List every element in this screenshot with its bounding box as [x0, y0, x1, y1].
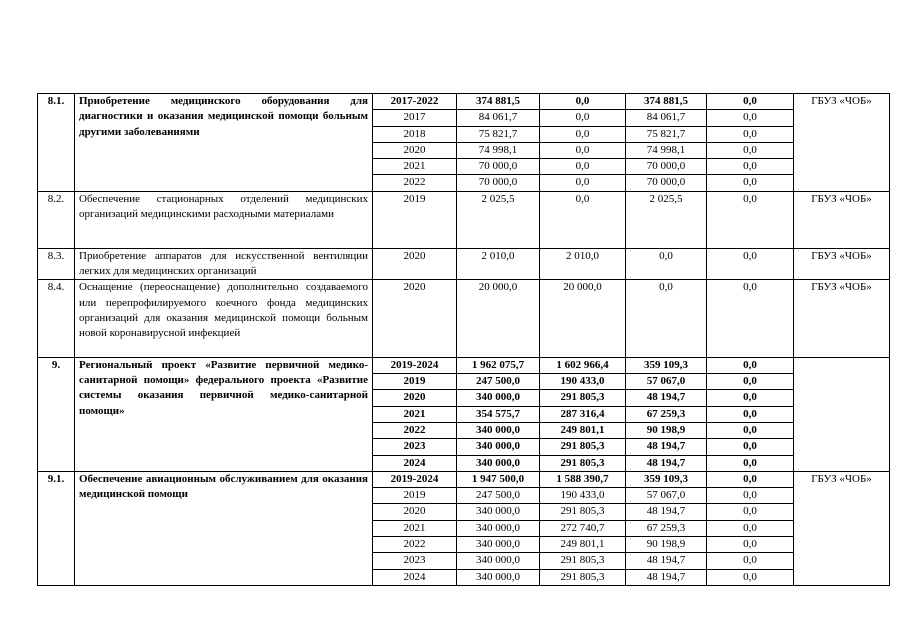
federal-cell: 272 740,7	[540, 520, 626, 536]
total-cell: 20 000,0	[457, 280, 540, 358]
other-cell: 0,0	[707, 357, 794, 373]
period-cell: 2020	[373, 248, 457, 280]
total-cell: 70 000,0	[457, 159, 540, 175]
federal-cell: 1 588 390,7	[540, 471, 626, 487]
period-cell: 2022	[373, 537, 457, 553]
item-description: Обеспечение авиационным обслуживанием для оказания медицинской помощи	[75, 471, 373, 585]
executor-cell: ГБУЗ «ЧОБ»	[794, 280, 890, 358]
item-description: Оснащение (переоснащение) дополнительно создаваемого или перепрофилируемого коечного фонда медицинских организаций для оказания медицинской помощи больным новой коронавирусной инфекцией	[75, 280, 373, 358]
item-description: Региональный проект «Развитие первичной медико-санитарной помощи» федерального проекта «Развитие системы оказания первичной медико-санитарной помощи»	[75, 357, 373, 471]
regional-cell: 90 198,9	[626, 537, 707, 553]
table-row	[38, 191, 890, 248]
federal-cell: 249 801,1	[540, 537, 626, 553]
other-cell: 0,0	[707, 553, 794, 569]
item-number: 8.4.	[38, 280, 75, 358]
regional-cell: 48 194,7	[626, 569, 707, 585]
period-cell: 2019	[373, 374, 457, 390]
table-row	[38, 248, 890, 280]
item-description: Обеспечение стационарных отделений медицинских организаций медицинскими расходными материалами	[75, 191, 373, 248]
other-cell: 0,0	[707, 142, 794, 158]
period-cell: 2020	[373, 142, 457, 158]
other-cell: 0,0	[707, 537, 794, 553]
regional-cell: 67 259,3	[626, 406, 707, 422]
total-cell: 2 025,5	[457, 191, 540, 248]
other-cell: 0,0	[707, 159, 794, 175]
total-cell: 340 000,0	[457, 390, 540, 406]
federal-cell: 291 805,3	[540, 569, 626, 585]
regional-cell: 48 194,7	[626, 504, 707, 520]
total-cell: 340 000,0	[457, 520, 540, 536]
total-cell: 2 010,0	[457, 248, 540, 280]
period-cell: 2018	[373, 126, 457, 142]
other-cell: 0,0	[707, 390, 794, 406]
period-cell: 2021	[373, 406, 457, 422]
period-cell: 2024	[373, 455, 457, 471]
regional-cell: 57 067,0	[626, 488, 707, 504]
total-cell: 247 500,0	[457, 488, 540, 504]
regional-cell: 57 067,0	[626, 374, 707, 390]
regional-cell: 90 198,9	[626, 422, 707, 438]
budget-table	[37, 93, 890, 586]
federal-cell: 291 805,3	[540, 504, 626, 520]
federal-cell: 291 805,3	[540, 455, 626, 471]
table-row	[38, 94, 890, 110]
federal-cell: 0,0	[540, 94, 626, 110]
federal-cell: 0,0	[540, 191, 626, 248]
other-cell: 0,0	[707, 248, 794, 280]
regional-cell: 70 000,0	[626, 159, 707, 175]
federal-cell: 287 316,4	[540, 406, 626, 422]
total-cell: 1 947 500,0	[457, 471, 540, 487]
other-cell: 0,0	[707, 488, 794, 504]
total-cell: 70 000,0	[457, 175, 540, 191]
federal-cell: 0,0	[540, 159, 626, 175]
regional-cell: 84 061,7	[626, 110, 707, 126]
period-cell: 2017	[373, 110, 457, 126]
other-cell: 0,0	[707, 110, 794, 126]
total-cell: 340 000,0	[457, 422, 540, 438]
total-cell: 340 000,0	[457, 504, 540, 520]
table-row	[38, 471, 890, 487]
total-cell: 74 998,1	[457, 142, 540, 158]
item-number: 8.1.	[38, 94, 75, 192]
table-row	[38, 280, 890, 358]
table-body	[38, 94, 890, 586]
period-cell: 2024	[373, 569, 457, 585]
regional-cell: 374 881,5	[626, 94, 707, 110]
federal-cell: 291 805,3	[540, 439, 626, 455]
federal-cell: 0,0	[540, 110, 626, 126]
total-cell: 340 000,0	[457, 439, 540, 455]
other-cell: 0,0	[707, 191, 794, 248]
federal-cell: 190 433,0	[540, 374, 626, 390]
executor-cell: ГБУЗ «ЧОБ»	[794, 191, 890, 248]
regional-cell: 70 000,0	[626, 175, 707, 191]
period-cell: 2019	[373, 488, 457, 504]
executor-cell	[794, 357, 890, 471]
period-cell: 2020	[373, 280, 457, 358]
period-cell: 2020	[373, 390, 457, 406]
period-cell: 2023	[373, 439, 457, 455]
total-cell: 340 000,0	[457, 537, 540, 553]
regional-cell: 0,0	[626, 280, 707, 358]
federal-cell: 2 010,0	[540, 248, 626, 280]
item-number: 8.3.	[38, 248, 75, 280]
period-cell: 2021	[373, 520, 457, 536]
federal-cell: 249 801,1	[540, 422, 626, 438]
item-description: Приобретение медицинского оборудования для диагностики и оказания медицинской помощи больным другими заболеваниями	[75, 94, 373, 192]
period-cell: 2019	[373, 191, 457, 248]
regional-cell: 359 109,3	[626, 357, 707, 373]
regional-cell: 48 194,7	[626, 439, 707, 455]
period-cell: 2023	[373, 553, 457, 569]
period-cell: 2021	[373, 159, 457, 175]
regional-cell: 48 194,7	[626, 390, 707, 406]
federal-cell: 291 805,3	[540, 553, 626, 569]
other-cell: 0,0	[707, 439, 794, 455]
total-cell: 1 962 075,7	[457, 357, 540, 373]
other-cell: 0,0	[707, 406, 794, 422]
federal-cell: 190 433,0	[540, 488, 626, 504]
other-cell: 0,0	[707, 422, 794, 438]
other-cell: 0,0	[707, 520, 794, 536]
other-cell: 0,0	[707, 569, 794, 585]
table-row	[38, 357, 890, 373]
other-cell: 0,0	[707, 280, 794, 358]
period-cell: 2019-2024	[373, 357, 457, 373]
federal-cell: 0,0	[540, 175, 626, 191]
federal-cell: 1 602 966,4	[540, 357, 626, 373]
other-cell: 0,0	[707, 455, 794, 471]
total-cell: 340 000,0	[457, 553, 540, 569]
regional-cell: 75 821,7	[626, 126, 707, 142]
total-cell: 340 000,0	[457, 455, 540, 471]
other-cell: 0,0	[707, 126, 794, 142]
item-number: 9.	[38, 357, 75, 471]
period-cell: 2020	[373, 504, 457, 520]
federal-cell: 0,0	[540, 142, 626, 158]
regional-cell: 0,0	[626, 248, 707, 280]
item-description: Приобретение аппаратов для искусственной вентиляции легких для медицинских организаций	[75, 248, 373, 280]
total-cell: 247 500,0	[457, 374, 540, 390]
period-cell: 2017-2022	[373, 94, 457, 110]
regional-cell: 48 194,7	[626, 455, 707, 471]
total-cell: 84 061,7	[457, 110, 540, 126]
item-number: 9.1.	[38, 471, 75, 585]
federal-cell: 291 805,3	[540, 390, 626, 406]
federal-cell: 0,0	[540, 126, 626, 142]
regional-cell: 48 194,7	[626, 553, 707, 569]
period-cell: 2022	[373, 175, 457, 191]
regional-cell: 74 998,1	[626, 142, 707, 158]
executor-cell: ГБУЗ «ЧОБ»	[794, 248, 890, 280]
total-cell: 75 821,7	[457, 126, 540, 142]
total-cell: 340 000,0	[457, 569, 540, 585]
other-cell: 0,0	[707, 175, 794, 191]
other-cell: 0,0	[707, 504, 794, 520]
item-number: 8.2.	[38, 191, 75, 248]
regional-cell: 67 259,3	[626, 520, 707, 536]
federal-cell: 20 000,0	[540, 280, 626, 358]
regional-cell: 2 025,5	[626, 191, 707, 248]
period-cell: 2022	[373, 422, 457, 438]
total-cell: 354 575,7	[457, 406, 540, 422]
total-cell: 374 881,5	[457, 94, 540, 110]
period-cell: 2019-2024	[373, 471, 457, 487]
other-cell: 0,0	[707, 471, 794, 487]
executor-cell: ГБУЗ «ЧОБ»	[794, 471, 890, 585]
other-cell: 0,0	[707, 374, 794, 390]
other-cell: 0,0	[707, 94, 794, 110]
regional-cell: 359 109,3	[626, 471, 707, 487]
executor-cell: ГБУЗ «ЧОБ»	[794, 94, 890, 192]
